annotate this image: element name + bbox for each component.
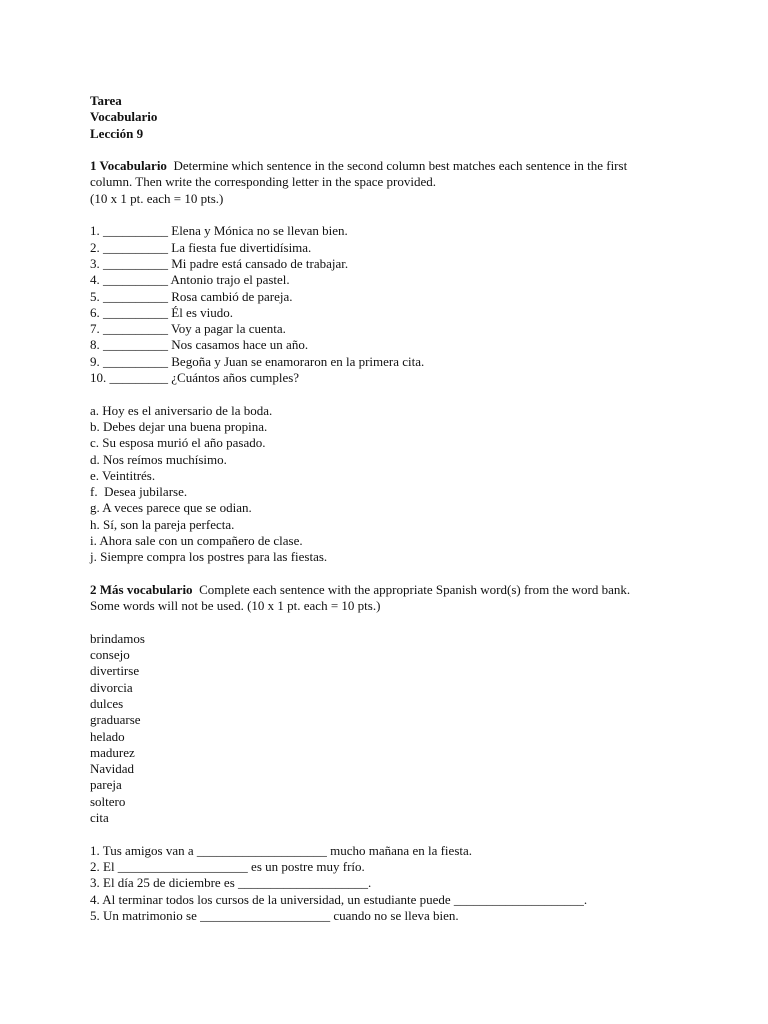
matching-item: 4. __________ Antonio trajo el pastel. [90,272,290,288]
word-bank-item: divertirse [90,663,140,679]
answer-option: f. Desea jubilarse. [90,484,188,500]
answer-option: b. Debes dejar una buena propina. [90,418,268,434]
matching-item: 3. __________ Mi padre está cansado de trabajar. [90,255,349,271]
word-bank-item: consejo [90,647,130,663]
word-bank-item: brindamos [90,630,145,646]
section-1-instructions [90,158,730,207]
answer-options-list [90,403,730,566]
matching-item: 10. _________ ¿Cuántos años cumples? [90,370,300,386]
matching-items-list [90,223,730,386]
answer-option: i. Ahora sale con un compañero de clase. [90,533,303,549]
fill-in-sentence: 1. Tus amigos van a ____________________ mucho mañana en la fiesta. [90,842,473,858]
word-bank-item: soltero [90,793,126,809]
lesson-label: Lección 9 [90,125,144,141]
word-bank-item: helado [90,728,125,744]
answer-option: d. Nos reímos muchísimo. [90,451,227,467]
word-bank-list [90,631,730,827]
document-subtitle: Vocabulario [90,109,158,125]
word-bank-item: cita [90,810,109,826]
worksheet-page [90,93,730,924]
matching-item: 1. __________ Elena y Mónica no se llevan bien. [90,223,348,239]
spacer [90,826,730,842]
document-title: Tarea [90,93,122,108]
section-2-heading: 2 Más vocabulario [90,581,193,597]
matching-item: 6. __________ Él es viudo. [90,304,233,320]
matching-item: 2. __________ La fiesta fue divertidísima. [90,239,312,255]
spacer [90,566,730,582]
word-bank-item: graduarse [90,712,141,728]
answer-option: h. Sí, son la pareja perfecta. [90,516,235,532]
spacer [90,142,730,158]
spacer [90,207,730,223]
answer-option: g. A veces parece que se odian. [90,500,252,516]
fill-in-sentence: 2. El ____________________ es un postre muy frío. [90,858,365,874]
spacer [90,615,730,631]
word-bank-item: Navidad [90,761,135,777]
matching-item: 5. __________ Rosa cambió de pareja. [90,288,293,304]
word-bank-item: madurez [90,744,135,760]
answer-option: c. Su esposa murió el año pasado. [90,435,266,451]
fill-in-sentence: 3. El día 25 de diciembre es ____________________. [90,875,372,891]
word-bank-item: dulces [90,695,124,711]
matching-item: 9. __________ Begoña y Juan se enamoraron en la primera cita. [90,353,425,369]
section-1-points: (10 x 1 pt. each = 10 pts.) [90,190,224,206]
matching-item: 7. __________ Voy a pagar la cuenta. [90,321,286,337]
fill-in-sentence: 4. Al terminar todos los cursos de la universidad, un estudiante puede ____________________. [90,891,588,907]
section-1-instructions-line-2: column. Then write the corresponding letter in the space provided. [90,174,436,190]
matching-item: 8. __________ Nos casamos hace un año. [90,337,309,353]
answer-option: e. Veintitrés. [90,467,156,483]
fill-in-sentence: 5. Un matrimonio se ____________________ cuando no se lleva bien. [90,907,459,923]
word-bank-item: divorcia [90,679,133,695]
section-2-instructions [90,582,730,615]
section-1-instructions-line-1: Determine which sentence in the second column best matches each sentence in the first [166,158,628,174]
section-2-instructions-line-1: Complete each sentence with the appropriate Spanish word(s) from the word bank. [192,581,631,597]
section-2-instructions-line-2: Some words will not be used. (10 x 1 pt. each = 10 pts.) [90,598,381,614]
answer-option: j. Siempre compra los postres para las fiestas. [90,549,328,565]
fill-in-sentences-list [90,843,730,924]
word-bank-item: pareja [90,777,122,793]
section-1-heading: 1 Vocabulario [90,158,167,174]
answer-option: a. Hoy es el aniversario de la boda. [90,402,273,418]
spacer [90,386,730,402]
